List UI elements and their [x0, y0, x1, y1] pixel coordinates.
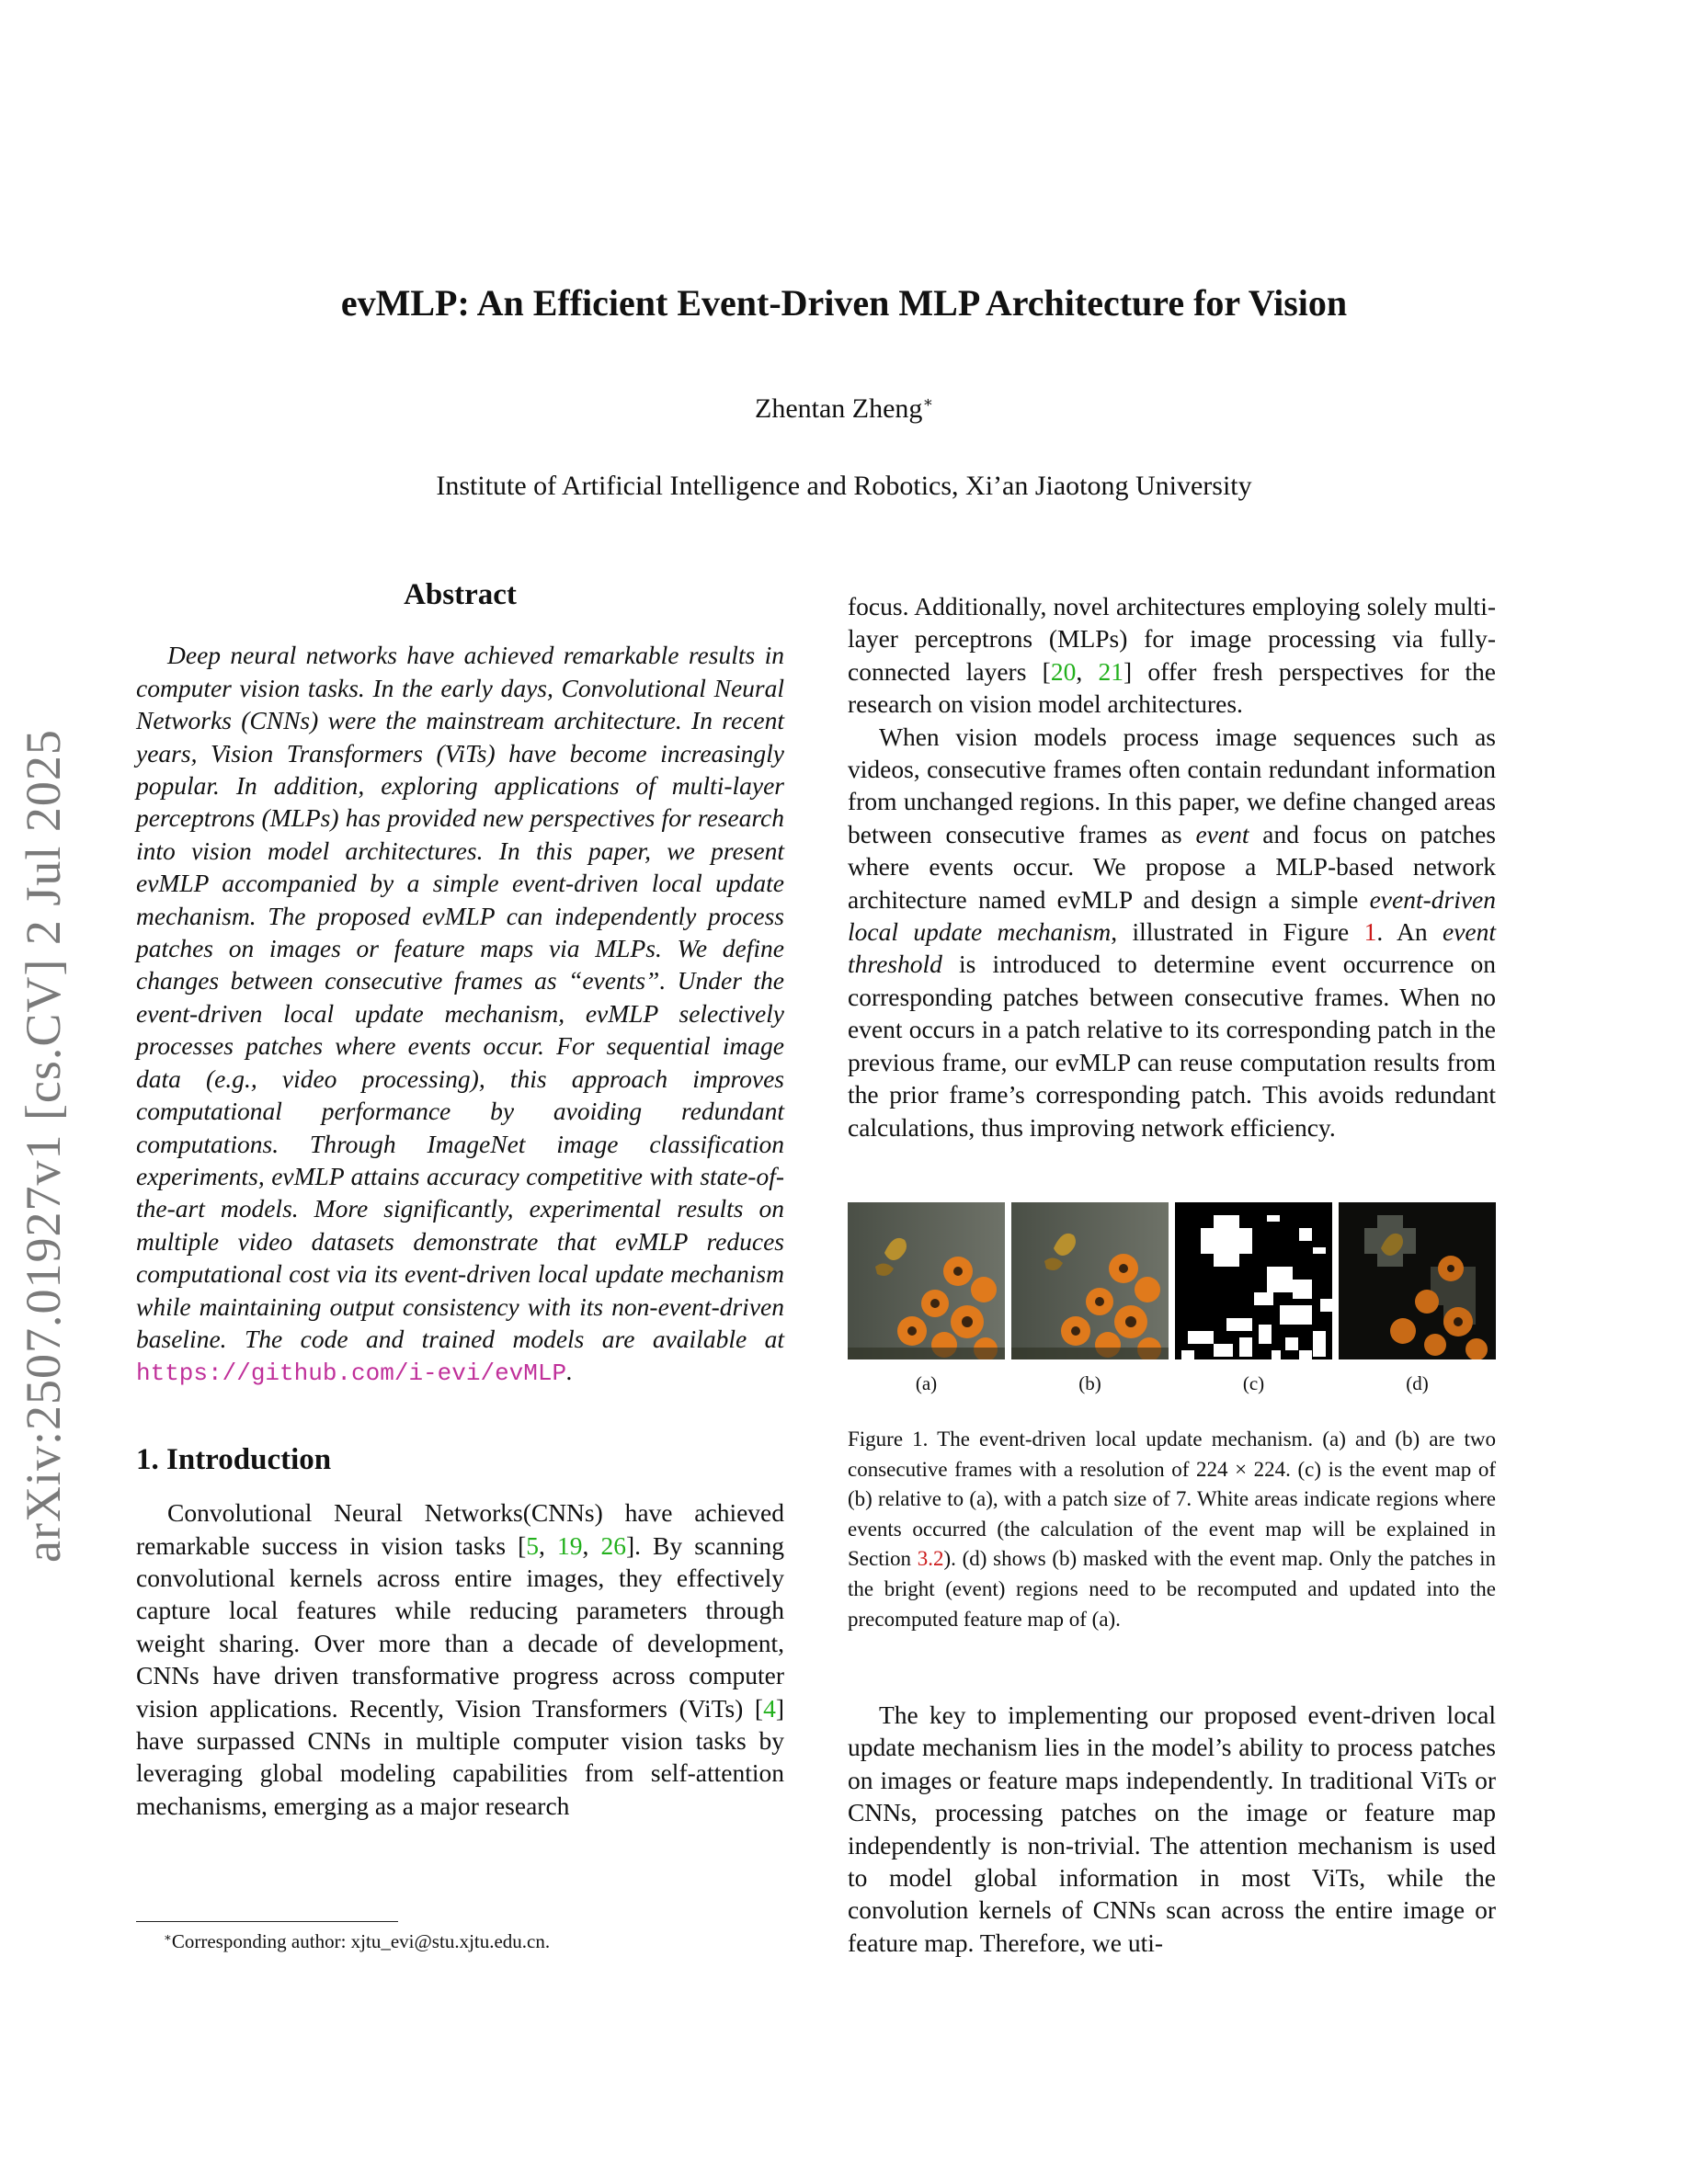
footnote-text: Corresponding author: xjtu_evi@stu.xjtu.edu.cn.: [171, 1930, 551, 1952]
body-text: When vision models process image sequences such as videos, consecutive frames often contain redundant information from unchanged regions. In this paper, we define changed areas between consecutive frames as: [848, 722, 1496, 848]
figure-1-caption: [848, 1425, 1496, 1634]
frame-a-image: [848, 1202, 1005, 1359]
frame-b-image: [1011, 1202, 1169, 1359]
footnote-divider: [136, 1921, 398, 1922]
intro-text: Convolutional Neural Networks(CNNs) have achieved remarkable success in vision tasks [: [136, 1498, 784, 1560]
footnote: [164, 1930, 550, 1953]
panel-label-c: (c): [1242, 1372, 1265, 1394]
section-heading-introduction: 1. Introduction: [136, 1442, 332, 1476]
caption-text: ). (d) shows (b) masked with the event map. Only the patches in the bright (event) regions need to be recomputed and updated into the precomputed feature map of (a).: [848, 1547, 1496, 1631]
paper-title: evMLP: An Efficient Event-Driven MLP Architecture for Vision: [340, 282, 1348, 324]
citation-link[interactable]: 26: [600, 1530, 626, 1560]
citation-link[interactable]: 21: [1098, 656, 1123, 686]
footnote-mark: ∗: [164, 1930, 172, 1944]
author-name: Zhentan Zheng: [755, 393, 923, 424]
citation-link[interactable]: 5: [526, 1530, 540, 1560]
right-column-top: [848, 590, 1496, 1143]
figure-panel-a: [848, 1202, 1005, 1395]
abstract-body: Deep neural networks have achieved remarkable results in computer vision tasks. In the early days, Convolutional Neural Networks (CNNs) were the mainstream architecture. In recent years, Vision Transformers (ViTs) have become increasingly popular. In addition, exploring applications of multi-layer perceptrons (MLPs) has provided new perspectives for research into vision model architectures. In this paper, we present evMLP accompanied by a simple event-driven local update mechanism. The proposed evMLP can independently process patches on images or feature maps via MLPs. We define changes between consecutive frames as “events”. Under the event-driven local update mechanism, evMLP selectively processes patches where events occur. For sequential image data (e.g., video processing), this approach improves computational performance by avoiding redundant computations. Through ImageNet image classification experiments, evMLP attains accuracy competitive with state-of-the-art models. More significantly, experimental results on multiple video datasets demonstrate that evMLP reduces computational cost via its event-driven local update mechanism while maintaining output consistency with its non-event-driven baseline. The code and trained models are available at: [136, 641, 784, 1353]
intro-text: ] have surpassed CNNs in multiple computer vision tasks by leveraging global modeling capabilities from self-attention mechanisms, emerging as a major research: [136, 1693, 784, 1820]
intro-paragraph: [136, 1496, 784, 1822]
masked-frame-image: [1339, 1202, 1496, 1359]
citation-link[interactable]: 4: [763, 1693, 776, 1723]
abstract-end: .: [566, 1357, 573, 1386]
panel-label-b: (b): [1078, 1372, 1101, 1394]
event-map-image: [1175, 1202, 1332, 1359]
intro-text: ,: [582, 1530, 601, 1560]
intro-text: ,: [539, 1530, 557, 1560]
body-text: focus. Additionally, novel architectures employing solely multi-layer perceptrons (MLPs) for image processing via fully-connected layers [: [848, 592, 1496, 686]
body-text: and focus on patches where events occur. We propose a MLP-based network architecture named evMLP and design a simple: [848, 819, 1496, 914]
figure-panel-c: [1175, 1202, 1332, 1395]
body-text: is introduced to determine event occurrence on corresponding patches between consecutive frames. When no event occurs in a patch relative to its corresponding patch in the previous frame, our evMLP can reuse computation results from the prior frame’s corresponding patch. This avoids redundant calculations, thus improving network efficiency.: [848, 950, 1496, 1142]
emphasis-text: event: [1195, 819, 1249, 848]
arxiv-identifier: arXiv:2507.01927v1 [cs.CV] 2 Jul 2025: [16, 729, 71, 1563]
abstract-text: [136, 639, 784, 1390]
figure-reference-link[interactable]: 1: [1363, 917, 1377, 947]
body-text: . An: [1376, 917, 1443, 947]
author-footnote-mark: ∗: [922, 393, 933, 411]
code-link[interactable]: https://github.com/i-evi/evMLP: [136, 1359, 567, 1388]
citation-link[interactable]: 19: [557, 1530, 583, 1560]
body-text: ] offer fresh perspectives for the research on vision model architectures.: [848, 656, 1497, 719]
left-column: [136, 579, 784, 1822]
figure-1: [848, 1202, 1496, 1395]
author-line: [0, 393, 1688, 425]
emphasis-text: event-driven local update mechanism: [848, 884, 1496, 947]
body-text: ,: [1076, 656, 1099, 686]
caption-text: Figure 1. The event-driven local update mechanism. (a) and (b) are two consecutive frames with a resolution of 224 × 224. (c) is the event map of (b) relative to (a), with a patch size of 7. White areas indicate regions where events occurred (the calculation of the event map will be explained in Section: [848, 1428, 1496, 1571]
abstract-heading: Abstract: [404, 578, 517, 611]
citation-link[interactable]: 20: [1050, 656, 1077, 686]
panel-label-a: (a): [915, 1372, 938, 1394]
emphasis-text: event threshold: [848, 917, 1497, 979]
affiliation: Institute of Artificial Intelligence and Robotics, Xi’an Jiaotong University: [436, 471, 1252, 501]
figure-panel-b: [1011, 1202, 1169, 1395]
right-paragraph-2: [848, 721, 1496, 1143]
right-paragraph-1: [848, 590, 1496, 721]
right-column-bottom: [848, 1699, 1496, 1959]
body-text: , illustrated in Figure: [1111, 917, 1364, 947]
intro-text: ]. By scanning convolutional kernels across entire images, they effectively capture local features while reducing parameters through weight sharing. Over more than a decade of development, CNNs have driven transformative progress across computer vision applications. Recently, Vision Transformers (ViTs) [: [136, 1530, 784, 1723]
right-paragraph-3: The key to implementing our proposed event-driven local update mechanism lies in the model’s ability to process patches on images or feature maps independently. In traditional ViTs or CNNs, processing patches on the image or feature map independently is non-trivial. The attention mechanism is used to model global information in most ViTs, while the convolution kernels of CNNs scan across the entire image or feature map. Therefore, we uti-: [848, 1701, 1496, 1957]
section-reference-link[interactable]: 3.2: [917, 1547, 944, 1571]
figure-panel-d: [1339, 1202, 1496, 1395]
panel-label-d: (d): [1406, 1372, 1429, 1394]
